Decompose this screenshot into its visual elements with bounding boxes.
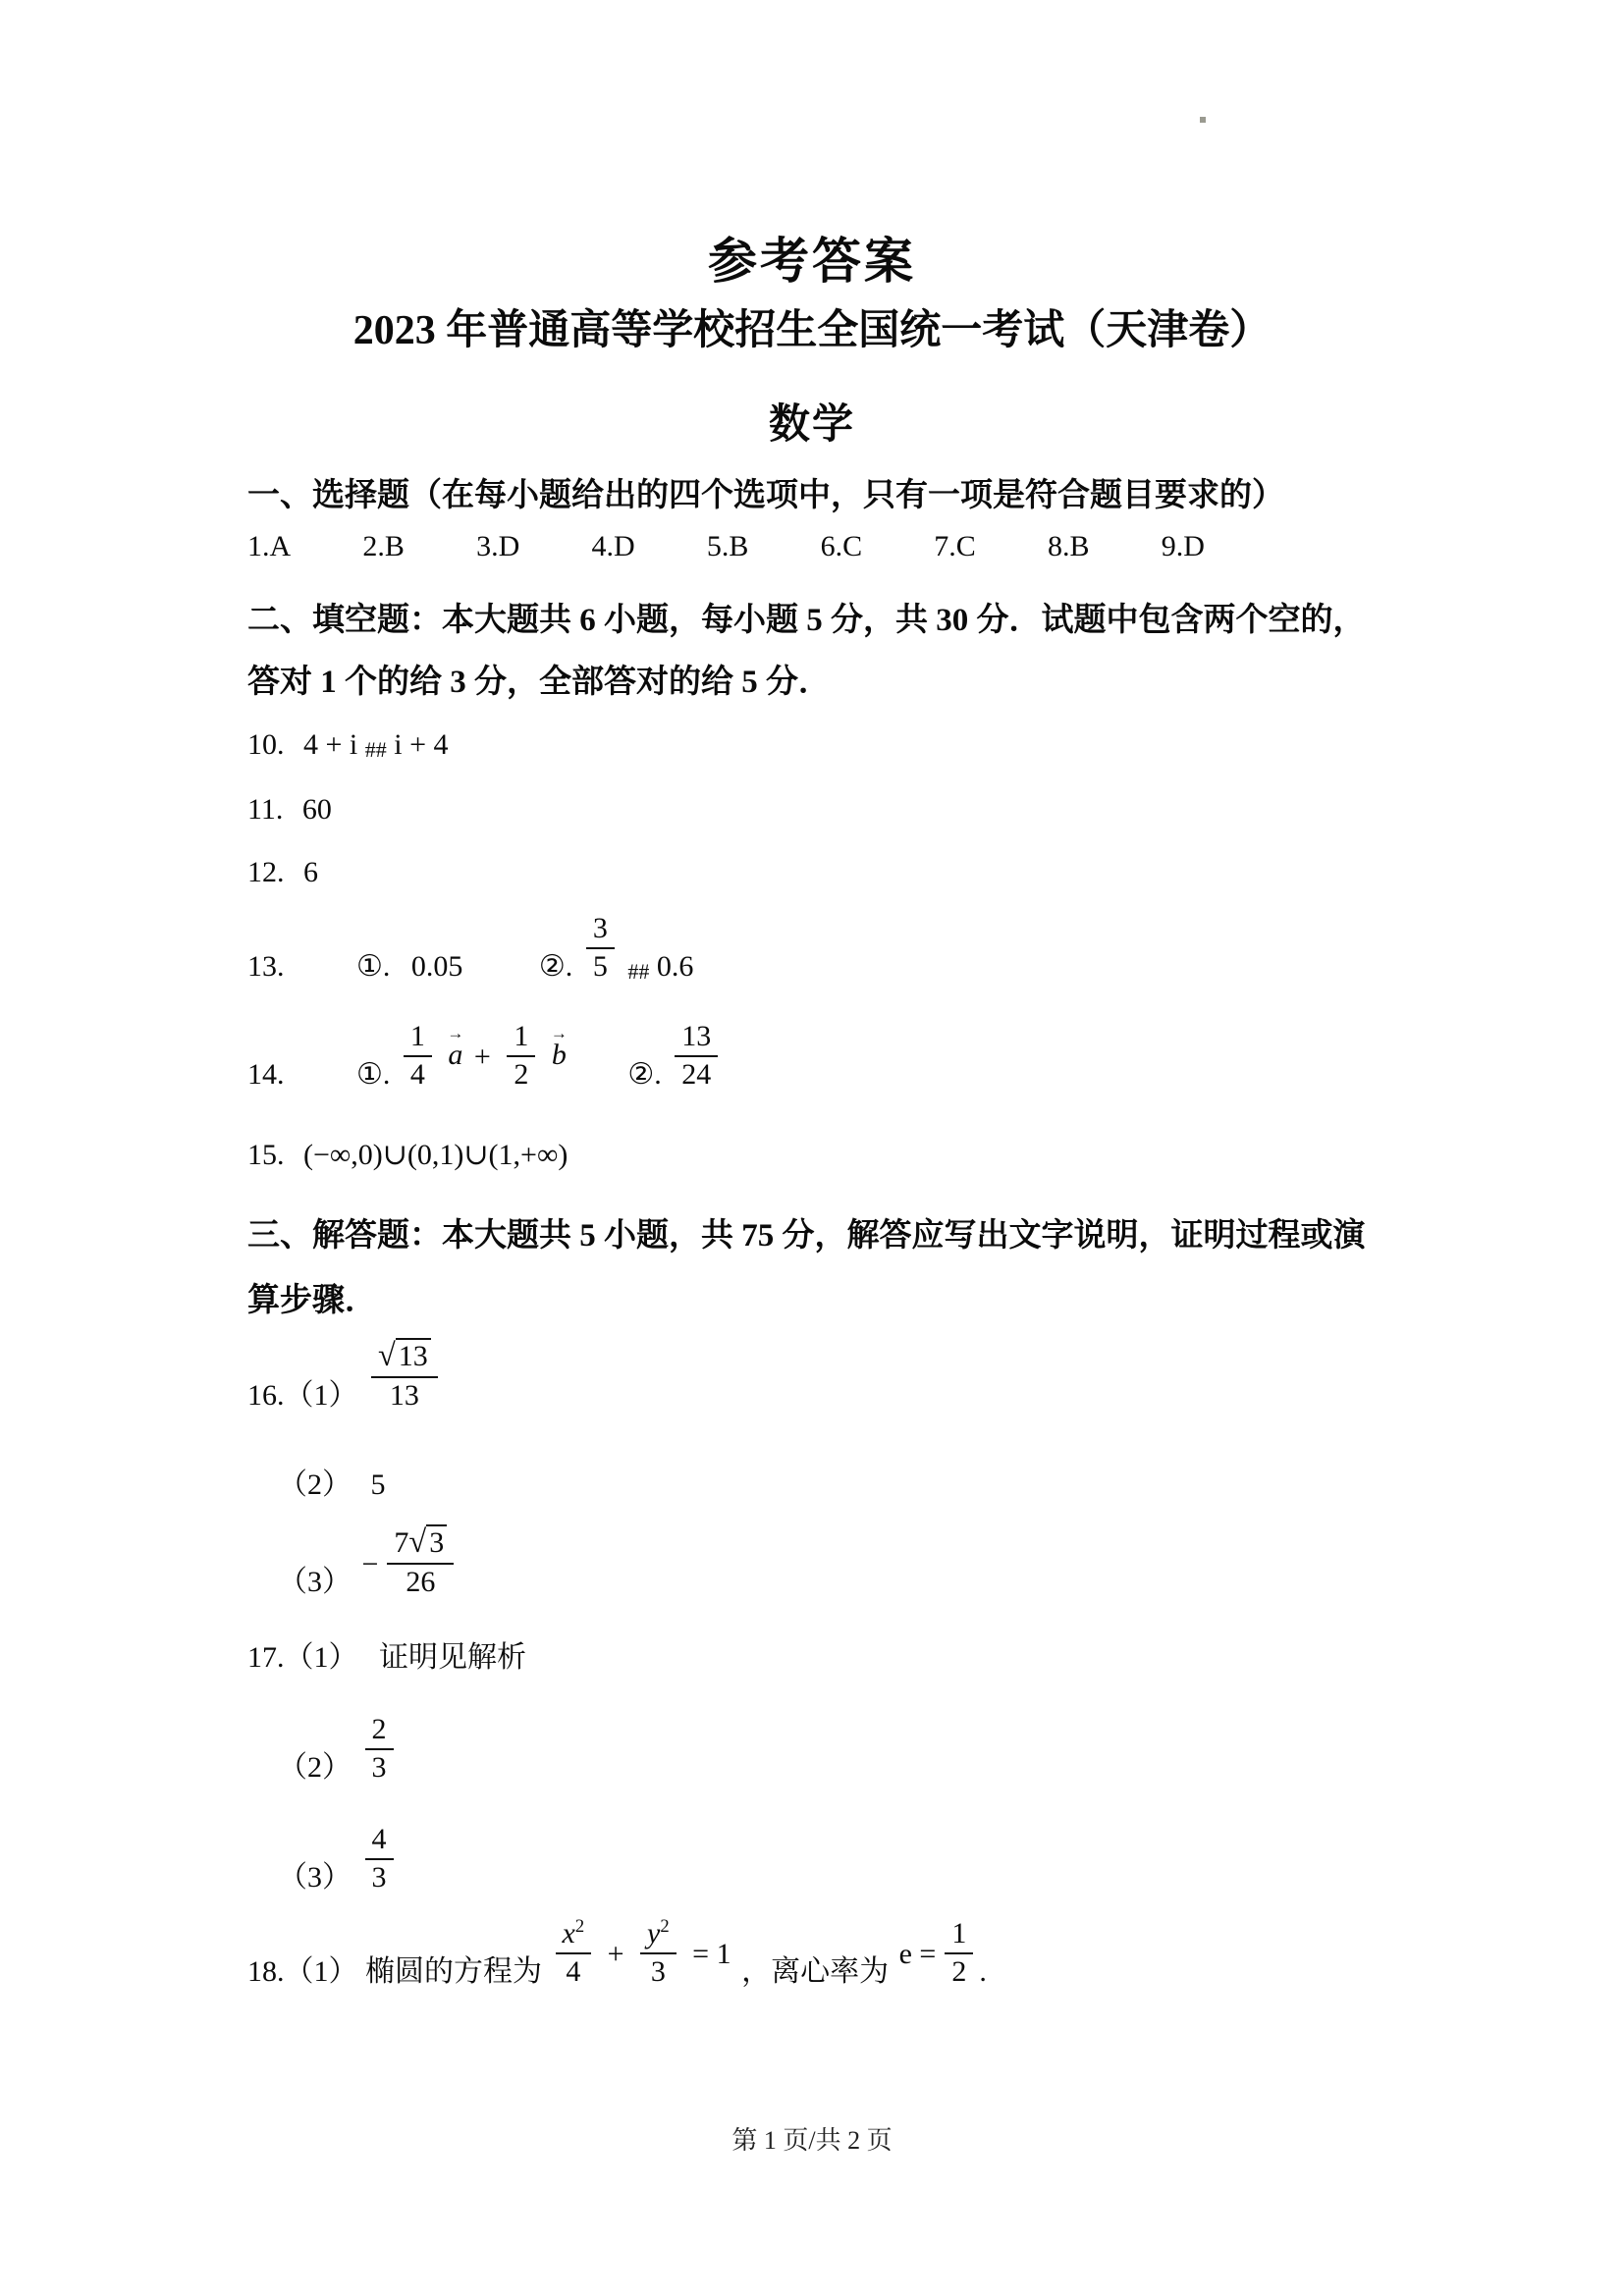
- q13-part1-answer: 0.05: [410, 950, 463, 983]
- fraction-numerator: 3: [586, 911, 615, 949]
- fraction-denominator: 4: [409, 1058, 425, 1091]
- answer-line-q17-part3: [278, 1822, 400, 1896]
- answer-line-q17-part1: [247, 1639, 526, 1677]
- page-title: 参考答案: [708, 234, 916, 289]
- q17-part3-fraction: [365, 1822, 394, 1896]
- q18-text-before: 椭圆的方程为: [365, 1955, 542, 1988]
- q17-part2-fraction: [365, 1712, 394, 1786]
- fraction-numerator: [371, 1337, 438, 1378]
- q17-part3-label: （3）: [278, 1861, 352, 1894]
- page-footer: 第 1 页/共 2 页: [731, 2126, 893, 2155]
- fraction-denominator: 3: [650, 1955, 666, 1988]
- answer-line-q10: [247, 726, 449, 764]
- scan-speck: [1200, 117, 1206, 123]
- numerator-coefficient: 7: [394, 1526, 409, 1559]
- fraction-denominator: 2: [514, 1058, 529, 1091]
- exponent: 2: [660, 1916, 670, 1937]
- vector-arrow-icon: →: [550, 1024, 568, 1042]
- fraction-numerator: [387, 1523, 454, 1565]
- q16-part2-label: （2）: [278, 1468, 352, 1501]
- fraction-denominator: 3: [371, 1751, 387, 1784]
- question-number-16: 16.: [247, 1378, 285, 1412]
- choice-answer-7: 7.C: [934, 530, 976, 562]
- answer-line-q18-part1: [247, 1916, 987, 1991]
- q17-part1-label: （1）: [284, 1641, 358, 1674]
- q18-y-fraction: [640, 1916, 677, 1990]
- q17-part2-label: （2）: [278, 1751, 352, 1784]
- fraction-denominator: 26: [406, 1565, 436, 1598]
- fraction-denominator: 5: [592, 950, 608, 983]
- q13-fraction: [586, 911, 615, 985]
- q18-equals-one: = 1: [692, 1938, 731, 1970]
- question-number-10: 10.: [247, 728, 285, 761]
- section-solve-heading: 三、解答题：本大题共 5 小题，共 75 分，解答应写出文字说明，证明过程或演算步骤．: [247, 1218, 1366, 1318]
- fraction-denominator: 4: [566, 1955, 581, 1988]
- q18-plus-sign: +: [607, 1938, 624, 1970]
- q13-part2-alt-answer: 0.6: [656, 950, 694, 983]
- vector-arrow-icon: →: [447, 1024, 464, 1042]
- answer-line-q12: [247, 854, 318, 891]
- q14-fraction-2: [507, 1019, 535, 1093]
- q13-part2-label: ②.: [538, 950, 573, 983]
- vector-a: [447, 1024, 464, 1071]
- vector-b: [550, 1024, 568, 1071]
- fraction-denominator: 3: [371, 1861, 387, 1894]
- choice-answer-1: 1.A: [247, 530, 292, 562]
- q13-separator-marks: ##: [627, 959, 650, 984]
- radicand: 3: [426, 1524, 447, 1559]
- answer-line-q15: [247, 1137, 568, 1174]
- vector-letter: a: [448, 1039, 463, 1071]
- radicand: 13: [396, 1338, 431, 1372]
- answer-line-q16-part3: [278, 1523, 460, 1600]
- question-number-14: 14.: [247, 1058, 285, 1091]
- fraction-numerator: 1: [507, 1019, 535, 1057]
- question-number-12: 12.: [247, 856, 285, 888]
- question-number-15: 15.: [247, 1139, 285, 1171]
- choice-answer-3: 3.D: [476, 530, 520, 562]
- fraction-numerator: [640, 1916, 677, 1954]
- fraction-numerator: 1: [945, 1916, 973, 1954]
- subject-title: 数学: [768, 402, 855, 448]
- question-number-11: 11.: [247, 793, 284, 826]
- choice-answer-9: 9.D: [1161, 530, 1205, 562]
- fraction-numerator: 1: [404, 1019, 432, 1057]
- q16-part1-label: （1）: [284, 1378, 358, 1412]
- fraction-numerator: [556, 1916, 592, 1954]
- choice-answer-6: 6.C: [820, 530, 863, 562]
- q14-part1-label: ①.: [356, 1058, 391, 1091]
- fraction-numerator: 4: [365, 1822, 394, 1860]
- exponent: 2: [574, 1916, 585, 1937]
- fraction-denominator: 2: [951, 1955, 967, 1988]
- question-number-17: 17.: [247, 1641, 285, 1674]
- answer-line-q16-part2: [278, 1467, 386, 1504]
- minus-sign: −: [361, 1547, 379, 1580]
- q18-part1-label: （1）: [284, 1955, 358, 1988]
- q18-eccentricity-fraction: [945, 1916, 973, 1990]
- choice-answer-2: 2.B: [362, 530, 405, 562]
- q10-expression-right: i + 4: [394, 728, 449, 761]
- choice-answer-4: 4.D: [591, 530, 635, 562]
- choice-answers-row: [247, 530, 1205, 563]
- q14-plus-sign: +: [473, 1041, 491, 1073]
- answer-line-q11: [247, 791, 332, 828]
- q16-part2-answer: 5: [370, 1468, 386, 1501]
- answer-line-q17-part2: [278, 1712, 400, 1787]
- fraction-denominator: 24: [681, 1058, 712, 1091]
- q18-eccentricity-lhs: e =: [898, 1938, 937, 1970]
- q16-part3-label: （3）: [278, 1565, 352, 1598]
- q11-answer: 60: [301, 793, 332, 826]
- exam-title: 2023 年普通高等学校招生全国统一考试（天津卷）: [352, 308, 1272, 353]
- q14-part2-label: ②.: [627, 1058, 662, 1091]
- q17-part1-answer: 证明见解析: [379, 1641, 526, 1674]
- section-fill-heading: 二、填空题：本大题共 6 小题，每小题 5 分，共 30 分．试题中包含两个空的，答对 1 个的给 3 分，全部答对的给 5 分．: [247, 603, 1366, 700]
- section-choice-heading: 一、选择题（在每小题给出的四个选项中，只有一项是符合题目要求的）: [247, 478, 1284, 513]
- q15-answer-set: (−∞,0)∪(0,1)∪(1,+∞): [303, 1139, 568, 1171]
- answer-line-q16-part1: [247, 1337, 444, 1414]
- q14-fraction-3: [675, 1019, 718, 1093]
- q16-part3-fraction: [387, 1523, 454, 1600]
- q18-x-fraction: [556, 1916, 592, 1990]
- variable-x: x: [562, 1917, 575, 1949]
- radical-sign: √: [408, 1524, 427, 1560]
- answer-line-q14: [247, 1019, 724, 1094]
- q16-part1-fraction: [371, 1337, 438, 1414]
- fraction-denominator: 13: [389, 1378, 419, 1412]
- q13-part1-label: ①.: [356, 950, 391, 983]
- question-number-13: 13.: [247, 950, 285, 983]
- question-number-18: 18.: [247, 1955, 285, 1988]
- variable-y: y: [647, 1917, 661, 1949]
- q18-period: .: [979, 1955, 987, 1988]
- fraction-numerator: 2: [365, 1712, 394, 1750]
- q14-fraction-1: [404, 1019, 432, 1093]
- q12-answer: 6: [303, 856, 318, 888]
- choice-answer-8: 8.B: [1048, 530, 1090, 562]
- q10-separator-marks: ##: [364, 737, 387, 762]
- choice-answer-5: 5.B: [706, 530, 749, 562]
- fraction-numerator: 13: [675, 1019, 718, 1057]
- radical-sign: √: [378, 1338, 396, 1373]
- answer-line-q13: [247, 911, 693, 986]
- q10-expression-left: 4 + i: [303, 728, 358, 761]
- vector-letter: b: [551, 1039, 567, 1071]
- q18-text-after: ，离心率为: [741, 1955, 890, 1988]
